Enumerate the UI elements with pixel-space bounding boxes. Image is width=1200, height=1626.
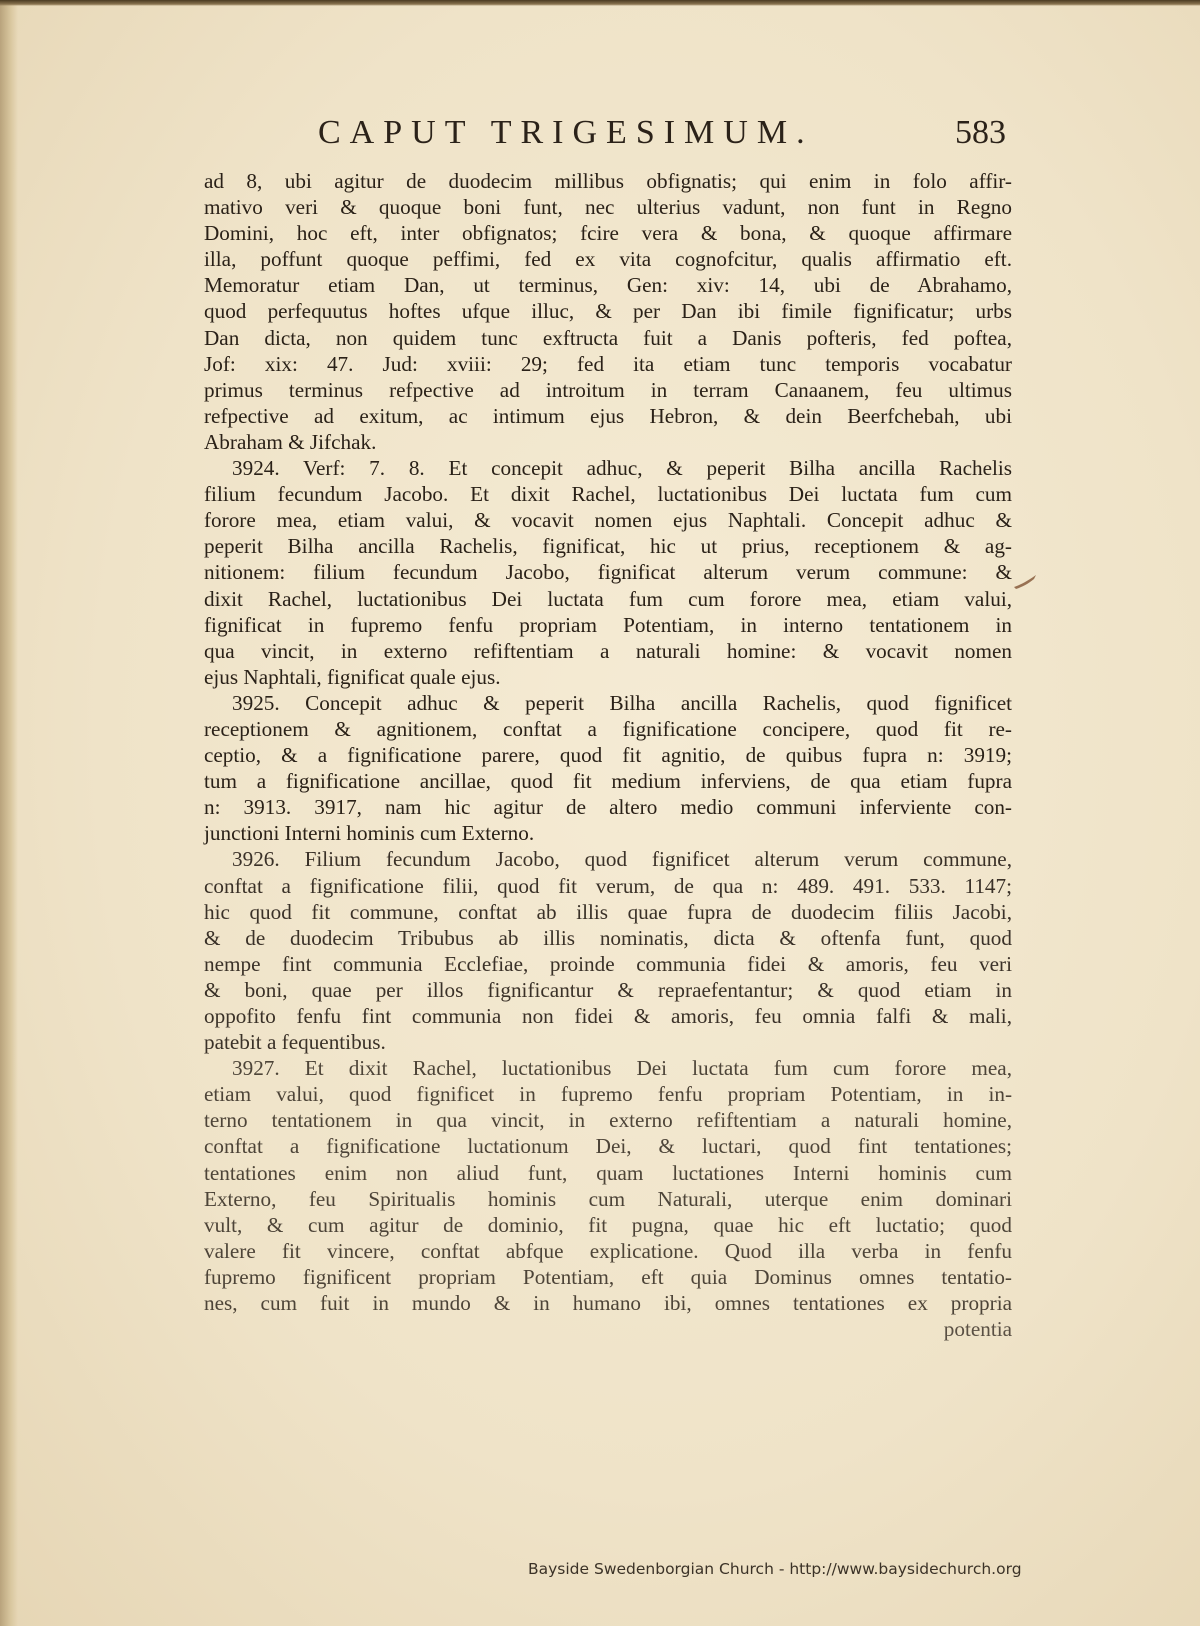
text-line: Externo, feu Spiritualis hominis cum Naturali, uterque enim dominari: [204, 1186, 1012, 1211]
text-line: receptionem & agnitionem, conftat a fignificatione concipere, quod fit re-: [204, 716, 1012, 741]
text-line: 3925. Concepit adhuc & peperit Bilha ancilla Rachelis, quod fignificet: [232, 690, 1012, 715]
text-line: conftat a fignificatione luctationum Dei, & luctari, quod fint tentationes;: [204, 1134, 1012, 1159]
text-line: junctioni Interni hominis cum Externo.: [204, 821, 535, 846]
text-line: quod perfequutus hoftes ufque illuc, & per Dan ibi fimile fignificatur; urbs: [204, 299, 1012, 324]
text-line: tentationes enim non aliud funt, quam luctationes Interni hominis cum: [204, 1160, 1012, 1185]
text-line: n: 3913. 3917, nam hic agitur de altero medio communi inferviente con-: [204, 795, 1012, 820]
text-line: conftat a fignificatione filii, quod fit verum, de qua n: 489. 491. 533. 1147;: [204, 873, 1012, 898]
text-line: ad 8, ubi agitur de duodecim millibus obfignatis; qui enim in folo affir-: [204, 169, 1012, 193]
text-line: peperit Bilha ancilla Rachelis, fignificat, hic ut prius, receptionem & ag-: [204, 534, 1012, 559]
paragraph: [204, 846, 1012, 1055]
text-line: fupremo fignificent propriam Potentiam, eft quia Dominus omnes tentatio-: [204, 1264, 1012, 1289]
text-line: Dan dicta, non quidem tunc exftructa fuit a Danis pofteris, fed poftea,: [204, 325, 1012, 350]
text-line: ejus Naphtali, fignificat quale ejus.: [204, 664, 501, 689]
text-line: mativo veri & quoque boni funt, nec ulterius vadunt, non funt in Regno: [204, 195, 1012, 220]
running-head: [206, 114, 1006, 164]
text-line: filium fecundum Jacobo. Et dixit Rachel, luctationibus Dei luctata fum cum: [204, 482, 1012, 507]
text-line: etiam valui, quod fignificet in fupremo fenfu propriam Potentiam, in in-: [204, 1082, 1012, 1107]
text-line: ceptio, & a fignificatione parere, quod fit agnitio, de quibus fupra n: 3919;: [204, 743, 1012, 768]
text-line: Domini, hoc eft, inter obfignatos; fcire vera & bona, & quoque affirmare: [204, 221, 1012, 246]
top-edge: [0, 0, 1200, 6]
text-line: forore mea, etiam valui, & vocavit nomen ejus Naphtali. Concepit adhuc &: [204, 508, 1012, 533]
text-line: Jof: xix: 47. Jud: xviii: 29; fed ita etiam tunc temporis vocabatur: [204, 351, 1012, 376]
catchword: potentia: [943, 1317, 1012, 1342]
text-line: dixit Rachel, luctationibus Dei luctata fum cum forore mea, etiam valui,: [204, 586, 1012, 611]
body-text: [204, 168, 1012, 1342]
text-line: & boni, quae per illos fignificantur & repraefentantur; & quod etiam in: [204, 977, 1012, 1002]
paragraph: [204, 168, 1012, 455]
page-title: CAPUT TRIGESIMUM.: [318, 114, 814, 151]
paragraph: [204, 690, 1012, 847]
text-line: oppofito fenfu fint communia non fidei & amoris, feu omnia falfi & mali,: [204, 1004, 1012, 1028]
paragraph: [204, 455, 1012, 690]
text-line: vult, & cum agitur de dominio, fit pugna, quae hic eft luctatio; quod: [204, 1212, 1012, 1237]
text-line: terno tentationem in qua vincit, in externo refiftentiam a naturali homine,: [204, 1108, 1012, 1133]
spine-shadow: [0, 0, 18, 1626]
text-line: fignificat in fupremo fenfu propriam Potentiam, in interno tentationem in: [204, 612, 1012, 637]
text-line: nes, cum fuit in mundo & in humano ibi, omnes tentationes ex propria: [204, 1291, 1012, 1316]
page-number: 583: [955, 114, 1006, 151]
text-line: 3926. Filium fecundum Jacobo, quod fignificet alterum verum commune,: [232, 847, 1012, 872]
text-line: 3924. Verf: 7. 8. Et concepit adhuc, & peperit Bilha ancilla Rachelis: [232, 456, 1012, 481]
text-line: Abraham & Jifchak.: [204, 429, 377, 454]
text-line: nitionem: filium fecundum Jacobo, fignificat alterum verum commune: &: [204, 560, 1012, 585]
text-line: nempe fint communia Ecclefiae, proinde communia fidei & amoris, feu veri: [204, 951, 1012, 976]
ink-mark-icon: [1012, 573, 1038, 591]
text-line: tum a fignificatione ancillae, quod fit medium inferviens, de qua etiam fupra: [204, 769, 1012, 794]
text-line: patebit a fequentibus.: [204, 1030, 386, 1055]
footer-credit: Bayside Swedenborgian Church - http://www.baysidechurch.org: [528, 1560, 1022, 1578]
text-line: valere fit vincere, conftat abfque explicatione. Quod illa verba in fenfu: [204, 1238, 1012, 1263]
text-line: Memoratur etiam Dan, ut terminus, Gen: xiv: 14, ubi de Abrahamo,: [204, 273, 1012, 298]
text-line: illa, poffunt quoque peffimi, fed ex vita cognofcitur, qualis affirmatio eft.: [204, 247, 1012, 272]
text-line: primus terminus refpective ad introitum in terram Canaanem, feu ultimus: [204, 377, 1012, 402]
text-line: qua vincit, in externo refiftentiam a naturali homine: & vocavit nomen: [204, 638, 1012, 663]
text-line: refpective ad exitum, ac intimum ejus Hebron, & dein Beerfchebah, ubi: [204, 403, 1012, 428]
text-line: hic quod fit commune, conftat ab illis quae fupra de duodecim filiis Jacobi,: [204, 899, 1012, 924]
text-line: & de duodecim Tribubus ab illis nominatis, dicta & oftenfa funt, quod: [204, 925, 1012, 950]
text-line: 3927. Et dixit Rachel, luctationibus Dei luctata fum cum forore mea,: [232, 1056, 1012, 1081]
paragraph: [204, 1055, 1012, 1316]
